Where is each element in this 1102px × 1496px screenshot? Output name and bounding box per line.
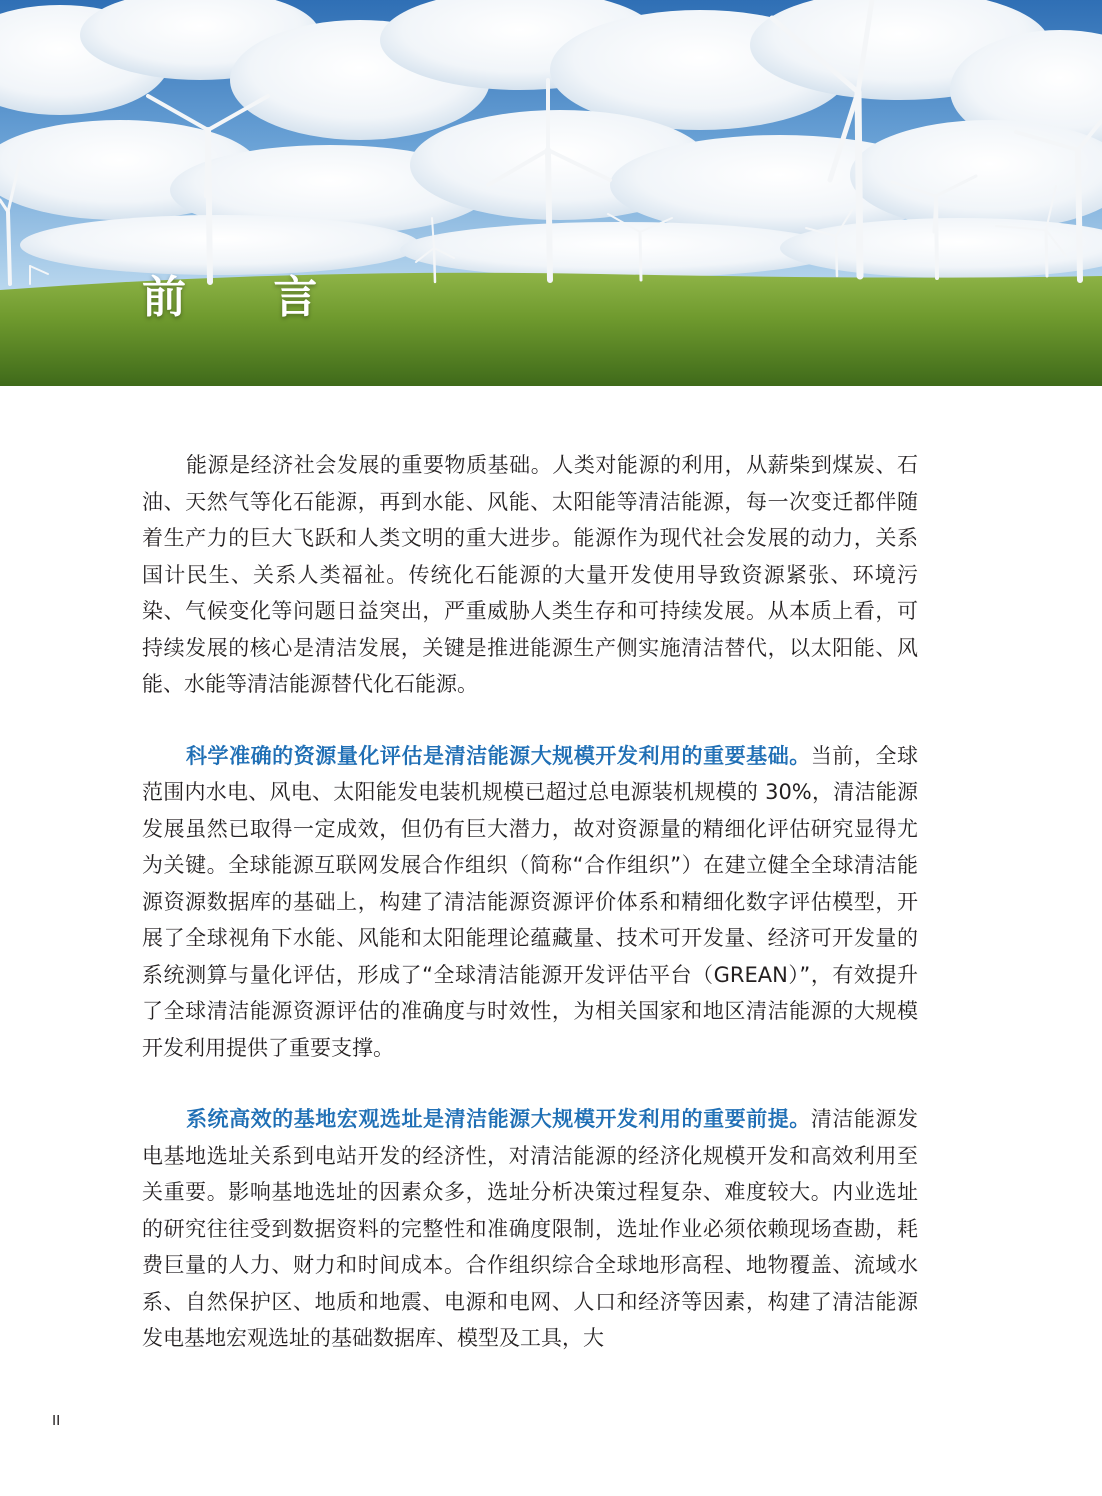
paragraph-site-selection-highlight: 系统高效的基地宏观选址是清洁能源大规模开发利用的重要前提。	[186, 1107, 811, 1131]
header-banner	[0, 0, 1102, 386]
wind-farm-photo	[0, 0, 1102, 386]
paragraph-site-selection	[142, 1101, 918, 1357]
page-number: II	[52, 1412, 61, 1429]
paragraph-intro	[142, 447, 918, 703]
paragraph-resource-assessment	[142, 738, 918, 1067]
paragraph-intro-text: 能源是经济社会发展的重要物质基础。人类对能源的利用，从薪柴到煤炭、石油、天然气等化石能源，再到水能、风能、太阳能等清洁能源，每一次变迁都伴随着生产力的巨大飞跃和人类文明的重大进步。能源作为现代社会发展的动力，关系国计民生、关系人类福祉。传统化石能源的大量开发使用导致资源紧张、环境污染、气候变化等问题日益突出，严重威胁人类生存和可持续发展。从本质上看，可持续发展的核心是清洁发展，关键是推进能源生产侧实施清洁替代，以太阳能、风能、水能等清洁能源替代化石能源。	[142, 453, 918, 696]
paragraph-resource-assessment-highlight: 科学准确的资源量化评估是清洁能源大规模开发利用的重要基础。	[186, 743, 811, 768]
body-content	[142, 447, 918, 1392]
paragraph-site-selection-text: 清洁能源发电基地选址关系到电站开发的经济性，对清洁能源的经济化规模开发和高效利用至关重要。影响基地选址的因素众多，选址分析决策过程复杂、难度较大。内业选址的研究往往受到数据资料的完整性和准确度限制，选址作业必须依赖现场查勘，耗费巨量的人力、财力和时间成本。合作组织综合全球地形高程、地物覆盖、流域水系、自然保护区、地质和地震、电源和电网、人口和经济等因素，构建了清洁能源发电基地宏观选址的基础数据库、模型及工具，大	[142, 1107, 919, 1350]
page-title: 前 言	[142, 272, 354, 323]
paragraph-resource-assessment-text: 当前，全球范围内水电、风电、太阳能发电装机规模已超过总电源装机规模的 30%，清洁能源发展虽然已取得一定成效，但仍有巨大潜力，故对资源量的精细化评估研究显得尤为关键。全球能源互联网发展合作组织（简称“合作组织”）在建立健全全球清洁能源资源数据库的基础上，构建了清洁能源资源评价体系和精细化数字评估模型，开展了全球视角下水能、风能和太阳能理论蕴藏量、技术可开发量、经济可开发量的系统测算与量化评估，形成了“全球清洁能源开发评估平台（GREAN）”，有效提升了全球清洁能源资源评估的准确度与时效性，为相关国家和地区清洁能源的大规模开发利用提供了重要支撑。	[142, 743, 919, 1060]
